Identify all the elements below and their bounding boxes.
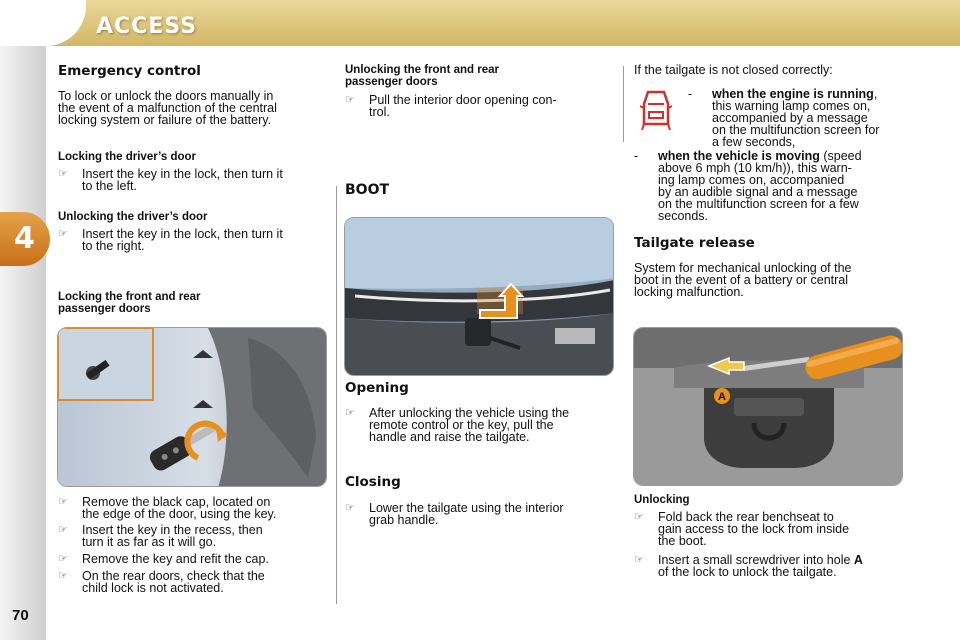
- tailgate-lock-illustration: [633, 327, 903, 486]
- boot-handle-illustration: [344, 217, 614, 376]
- unlocking-driver-heading: Unlocking the driver’s door: [58, 211, 208, 223]
- pointing-hand-icon: ☞: [58, 524, 68, 536]
- opening-heading: Opening: [345, 380, 409, 396]
- closing-text: ☞ Lower the tailgate using the interior grab handle.: [345, 501, 564, 527]
- page-number: 70: [12, 607, 29, 624]
- pointing-hand-icon: ☞: [634, 511, 644, 523]
- unlocking-rear-text: ☞ Pull the interior door opening con- trol.: [345, 93, 557, 119]
- pointing-hand-icon: ☞: [345, 94, 355, 106]
- engine-dash: -: [688, 87, 693, 101]
- pointing-hand-icon: ☞: [345, 407, 355, 419]
- remove-cap-step: ☞ Remove the black cap, located on the edge of the door, using the key.: [58, 495, 277, 521]
- child-lock-step: ☞ On the rear doors, check that the child lock is not activated.: [58, 569, 265, 595]
- door-lock-illustration: [57, 327, 327, 487]
- column-divider: [336, 186, 337, 604]
- closing-heading: Closing: [345, 474, 401, 490]
- tailgate-release-heading: Tailgate release: [634, 235, 755, 251]
- locking-driver-heading: Locking the driver’s door: [58, 151, 197, 163]
- unlocking-rear-heading: Unlocking the front and rear passenger doors: [345, 64, 499, 88]
- emergency-intro: To lock or unlock the doors manually in the event of a malfunction of the central locking system or failure of the battery.: [58, 89, 277, 127]
- engine-running-text: when the engine is running, this warning lamp comes on, accompanied by a message on the multifunction screen for a few seconds,: [712, 87, 880, 149]
- header-bar: [0, 0, 960, 46]
- not-closed-text: If the tailgate is not closed correctly:: [634, 63, 833, 77]
- page-title: ACCESS: [96, 14, 198, 39]
- lock-hole-label: A: [718, 391, 726, 403]
- chapter-number: 4: [14, 221, 35, 256]
- vehicle-moving-text: when the vehicle is moving (speed above 6 mph (10 km/h)), this warn- ing lamp comes on, accompanied by an audible signal and a message on the multifunction screen for a few seconds.: [658, 149, 862, 223]
- boot-heading: BOOT: [345, 182, 390, 198]
- pointing-hand-icon: ☞: [58, 553, 68, 565]
- pointing-hand-icon: ☞: [58, 570, 68, 582]
- pointing-hand-icon: ☞: [345, 502, 355, 514]
- pointing-hand-icon: ☞: [58, 228, 68, 240]
- pointing-hand-icon: ☞: [58, 496, 68, 508]
- screwdriver-step: ☞ Insert a small screwdriver into hole A of the lock to unlock the tailgate.: [634, 553, 863, 579]
- locking-rear-heading: Locking the front and rear passenger doors: [58, 291, 201, 315]
- pointing-hand-icon: ☞: [634, 554, 644, 566]
- open-tailgate-warning-icon: [640, 88, 672, 132]
- column-divider: [623, 66, 624, 142]
- insert-key-step: ☞ Insert the key in the recess, then turn it as far as it will go.: [58, 523, 263, 549]
- fold-benchseat-step: ☞ Fold back the rear benchseat to gain access to the lock from inside the boot.: [634, 510, 850, 548]
- locking-driver-text: ☞ Insert the key in the lock, then turn it to the left.: [58, 167, 283, 193]
- opening-text: ☞ After unlocking the vehicle using the remote control or the key, pull the handle and raise the tailgate.: [345, 406, 570, 444]
- unlocking-driver-text: ☞ Insert the key in the lock, then turn it to the right.: [58, 227, 283, 253]
- pointing-hand-icon: ☞: [58, 168, 68, 180]
- side-margin: [0, 46, 46, 640]
- refit-cap-step: ☞ Remove the key and refit the cap.: [58, 552, 269, 566]
- emergency-control-heading: Emergency control: [58, 63, 201, 79]
- unlocking-heading: Unlocking: [634, 494, 690, 506]
- moving-dash: -: [634, 149, 639, 163]
- tailgate-release-text: System for mechanical unlocking of the boot in the event of a battery or central locking malfunction.: [634, 261, 852, 299]
- header-corner: [0, 0, 86, 46]
